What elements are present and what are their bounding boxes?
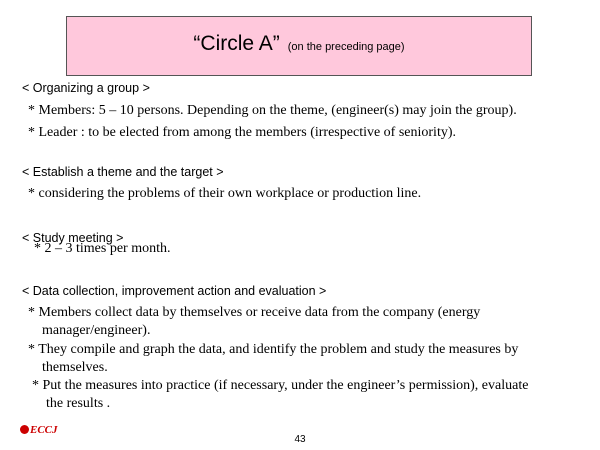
eccj-logo — [20, 424, 58, 436]
item-put-into-practice-line1: * Put the measures into practice (if necessary, under the engineer’s permission), evaluate — [32, 378, 529, 393]
page-number: 43 — [294, 434, 306, 445]
item-members-collect-line1: * Members collect data by themselves or receive data from the company (energy — [28, 305, 481, 320]
item-members: * Members: 5 – 10 persons. Depending on the theme, (engineer(s) may join the group). — [28, 103, 517, 118]
item-members-collect-line2: manager/engineer). — [42, 323, 151, 338]
slide-title — [67, 32, 531, 56]
heading-data-collection: < Data collection, improvement action and evaluation > — [22, 284, 327, 298]
item-compile-graph-line1: * They compile and graph the data, and identify the problem and study the measures by — [28, 342, 519, 357]
item-theme-considering: * considering the problems of their own workplace or production line. — [28, 186, 422, 201]
item-study-frequency: * 2 – 3 times per month. — [34, 241, 171, 256]
heading-study-meeting: < Study meeting > — [22, 231, 124, 245]
heading-establish-theme: < Establish a theme and the target > — [22, 165, 224, 179]
heading-organizing-group: < Organizing a group > — [22, 81, 150, 95]
item-put-into-practice-line2: the results . — [46, 396, 111, 411]
item-leader: * Leader : to be elected from among the members (irrespective of seniority). — [28, 125, 456, 140]
item-put-into-practice — [32, 377, 528, 413]
eccj-logo-mark-icon — [20, 425, 29, 434]
title-subtitle: (on the preceding page) — [287, 41, 405, 53]
item-members-collect-data — [28, 304, 480, 340]
item-compile-graph-line2: themselves. — [42, 360, 108, 375]
item-compile-graph — [28, 341, 518, 377]
eccj-logo-text: ECCJ — [30, 424, 58, 436]
title-main: “Circle A” — [193, 32, 280, 55]
title-box — [66, 16, 532, 76]
